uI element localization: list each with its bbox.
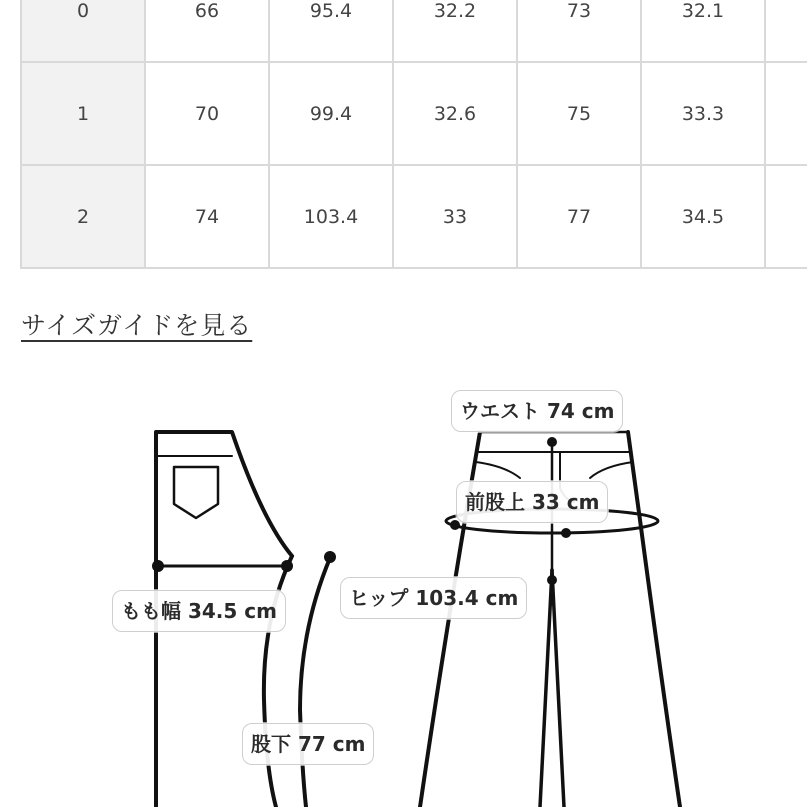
inseam-measure-line <box>300 558 330 807</box>
thigh-measurement-label: もも幅 34.5 cm <box>112 590 286 632</box>
size-cell: 1 <box>21 62 145 165</box>
table-cell: 33.3 <box>641 62 765 165</box>
front-view-right-outline <box>628 432 680 807</box>
waist-measure-dot <box>547 437 557 447</box>
thigh-measure-dot-right <box>281 560 293 572</box>
front-rise-measurement-label: 前股上 33 cm <box>456 481 608 523</box>
table-cell: 99.4 <box>269 62 393 165</box>
table-cell: 74 <box>145 165 269 268</box>
table-row <box>21 165 807 268</box>
table-cell-overflow <box>765 0 807 62</box>
table-cell: 32.1 <box>641 0 765 62</box>
hip-measurement-label: ヒップ 103.4 cm <box>340 577 527 619</box>
table-cell: 34.5 <box>641 165 765 268</box>
crotch-split-right <box>552 570 564 807</box>
front-left-pocket <box>476 462 520 478</box>
table-cell: 75 <box>517 62 641 165</box>
table-cell: 33 <box>393 165 517 268</box>
size-table <box>20 0 807 269</box>
table-cell-overflow <box>765 165 807 268</box>
rise-measure-dot <box>547 575 557 585</box>
crotch-split-left <box>540 570 552 807</box>
waist-measurement-label: ウエスト 74 cm <box>451 390 623 432</box>
back-pocket-icon <box>174 467 218 518</box>
front-right-pocket <box>590 462 633 478</box>
size-guide-link[interactable]: サイズガイドを見る <box>21 311 253 340</box>
table-cell-overflow <box>765 62 807 165</box>
size-cell: 2 <box>21 165 145 268</box>
table-cell: 103.4 <box>269 165 393 268</box>
table-cell: 66 <box>145 0 269 62</box>
thigh-measure-dot-left <box>152 560 164 572</box>
table-cell: 32.2 <box>393 0 517 62</box>
size-cell: 0 <box>21 0 145 62</box>
table-cell: 77 <box>517 165 641 268</box>
table-cell: 95.4 <box>269 0 393 62</box>
inseam-measurement-label: 股下 77 cm <box>242 723 374 765</box>
table-cell: 70 <box>145 62 269 165</box>
hip-measure-dot-left <box>450 520 460 530</box>
pants-measurement-diagram <box>0 370 807 807</box>
table-row <box>21 0 807 62</box>
table-cell: 73 <box>517 0 641 62</box>
table-cell: 32.6 <box>393 62 517 165</box>
inseam-measure-dot <box>324 551 336 563</box>
hip-measure-dot-right <box>561 528 571 538</box>
table-row <box>21 62 807 165</box>
